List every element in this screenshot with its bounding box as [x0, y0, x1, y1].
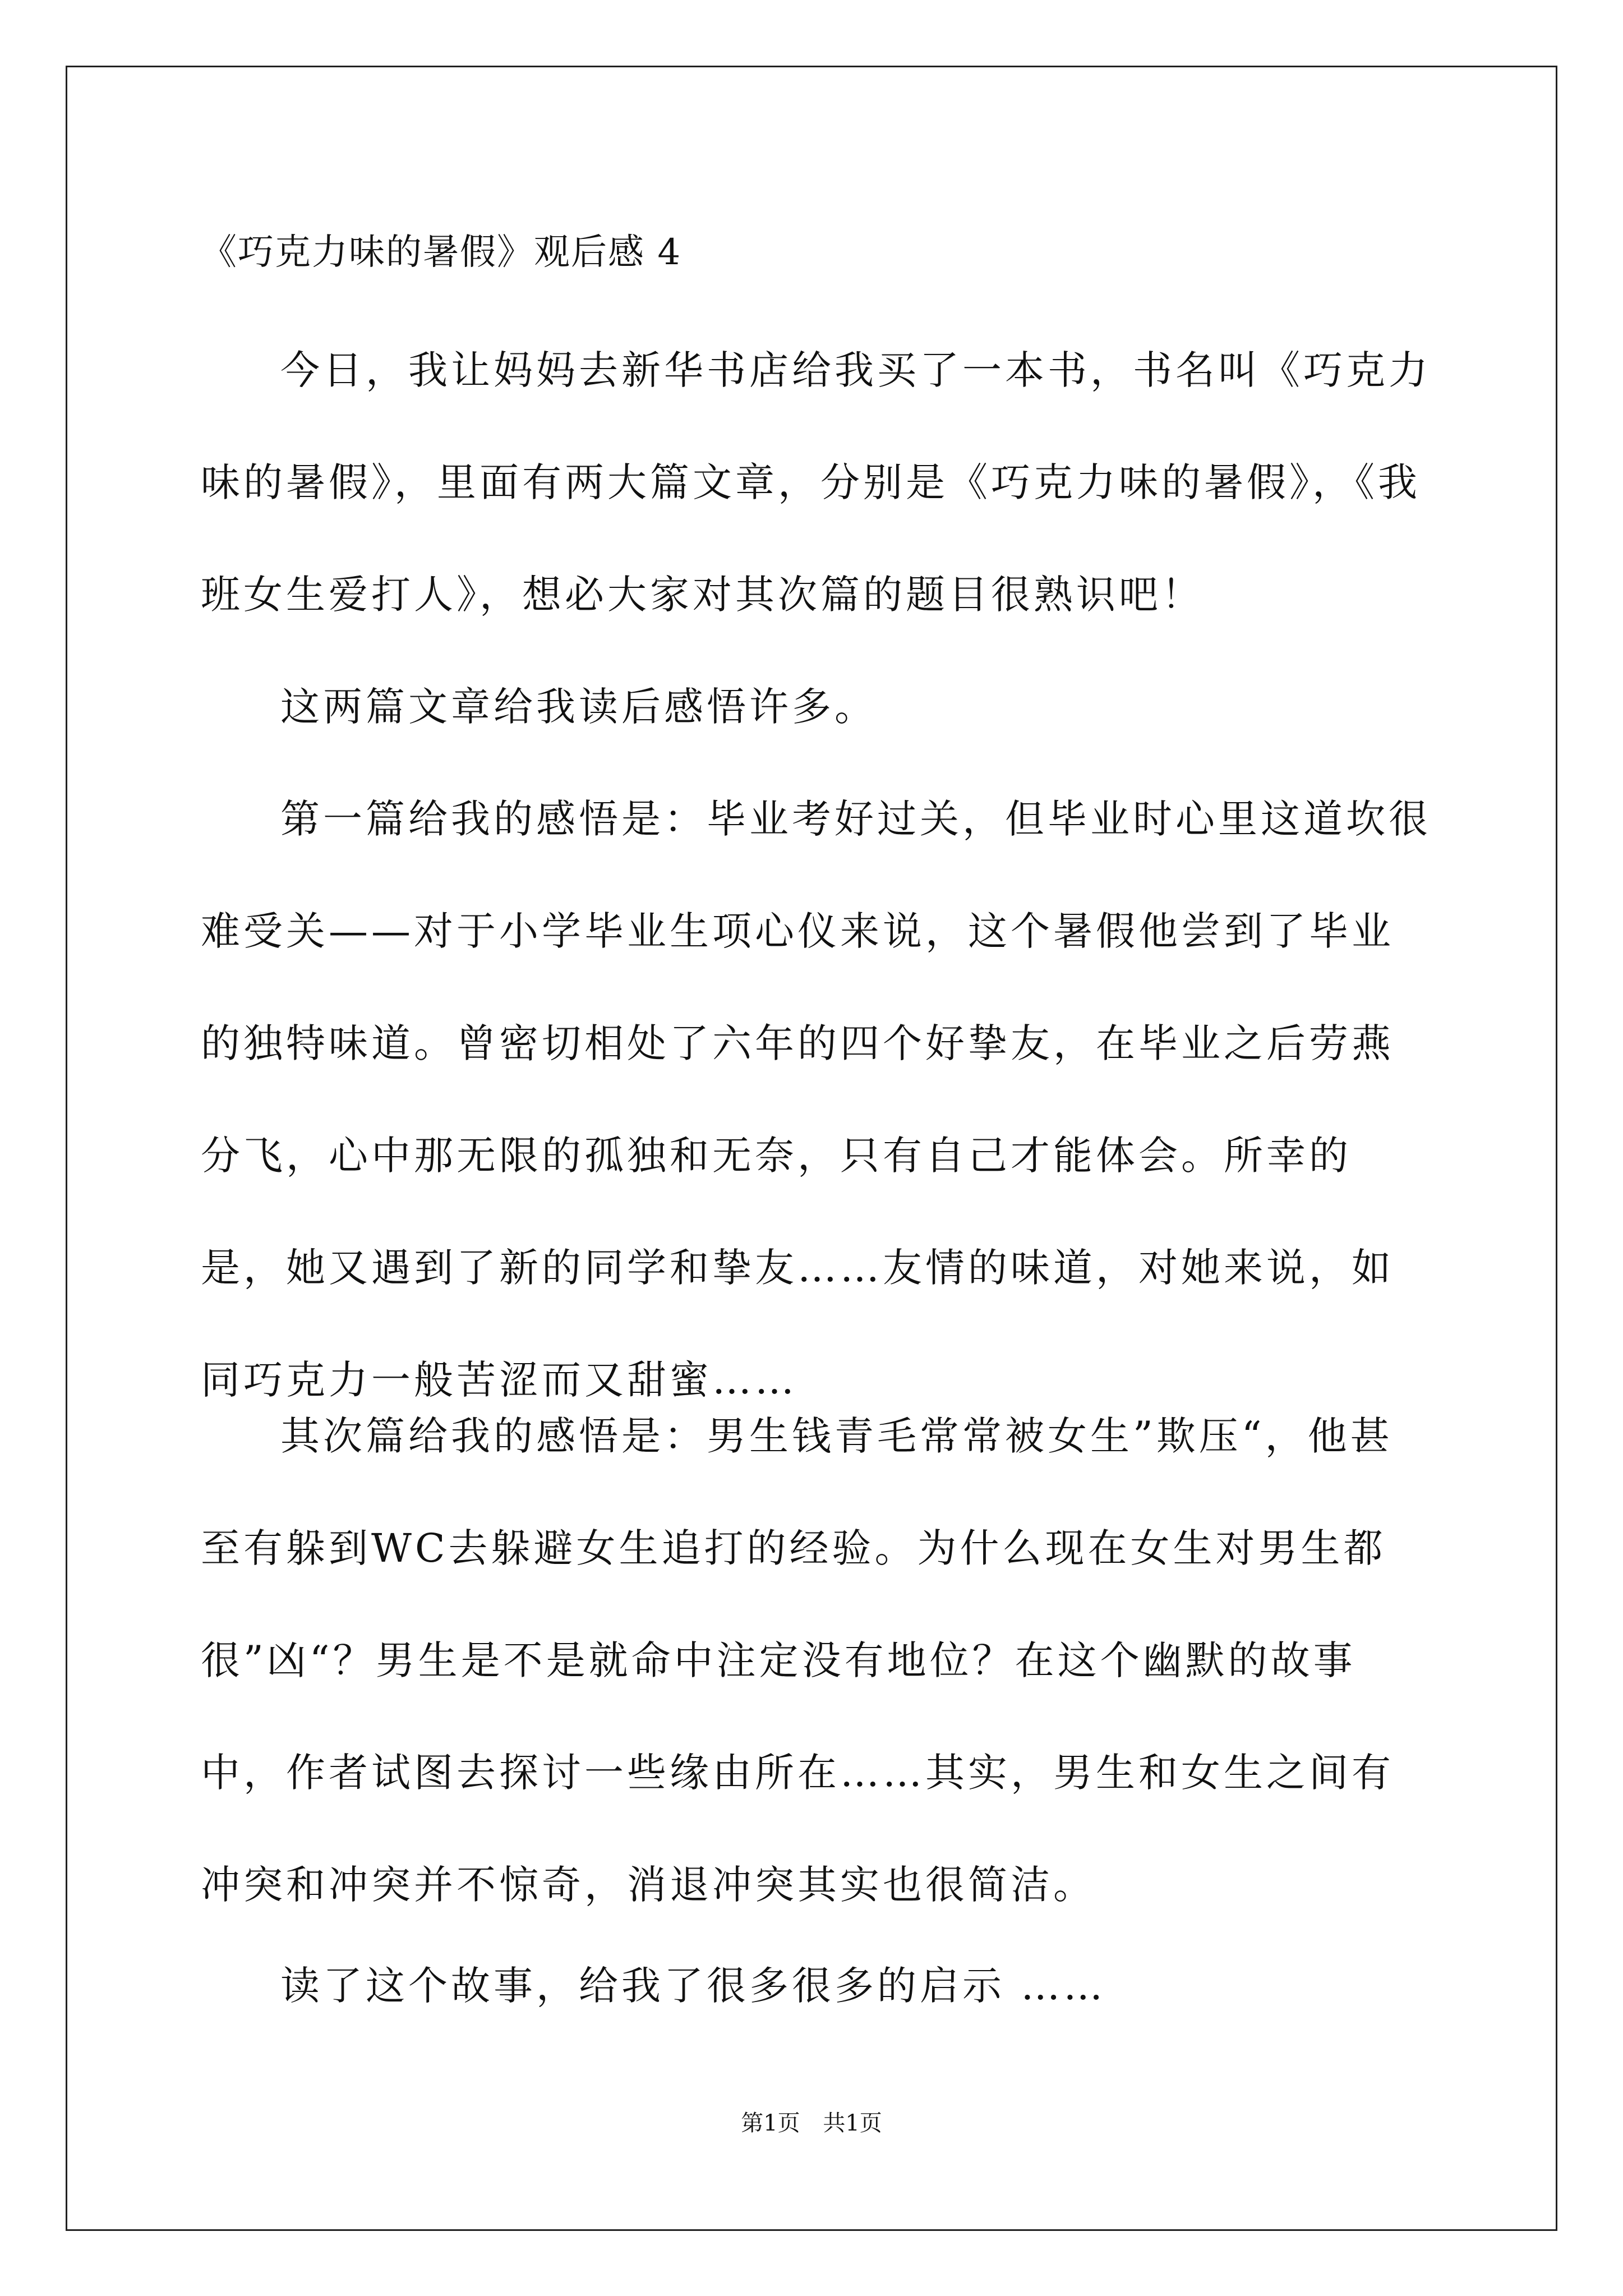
paragraph-3 [201, 763, 1435, 1436]
paragraph-2-text: 这两篇文章给我读后感悟许多。 [280, 684, 877, 730]
paragraph-4-text: 其次篇给我的感悟是：男生钱青毛常常被女生”欺压“，他甚至有躲到WC去躲避女生追打的经验。为什么现在女生对男生都很”凶“？男生是不是就命中注定没有地位？在这个幽默的故事中，作者试图去探讨一些缘由所在……其实，男生和女生之间有冲突和冲突并不惊奇，消退冲突其实也很简洁。 [201, 1413, 1394, 1908]
paragraph-5-text: 读了这个故事，给我了很多很多的启示 …… [280, 1963, 1106, 2009]
paragraph-4 [201, 1380, 1435, 1941]
document-title: 《巧克力味的暑假》观后感 4 [201, 232, 682, 273]
paragraph-1 [201, 314, 1435, 651]
paragraph-3-text: 第一篇给我的感悟是：毕业考好过关，但毕业时心里这道坎很难受关——对于小学毕业生项心仪来说，这个暑假他尝到了毕业的独特味道。曾密切相处了六年的四个好挚友，在毕业之后劳燕分飞，心中那无限的孤独和无奈，只有自己才能体会。所幸的是，她又遇到了新的同学和挚友……友情的味道，对她来说，如同巧克力一般苦涩而又甜蜜…… [201, 796, 1431, 1403]
paragraph-5 [201, 1930, 1435, 2042]
paragraph-1-text: 今日，我让妈妈去新华书店给我买了一本书，书名叫《巧克力味的暑假》，里面有两大篇文章，分别是《巧克力味的暑假》，《我班女生爱打人》，想必大家对其次篇的题目很熟识吧！ [201, 347, 1431, 618]
paragraph-2 [201, 651, 1435, 763]
page-number: 第1页 [741, 2110, 800, 2136]
page-footer [0, 2109, 1623, 2137]
page-total: 共1页 [823, 2110, 882, 2136]
